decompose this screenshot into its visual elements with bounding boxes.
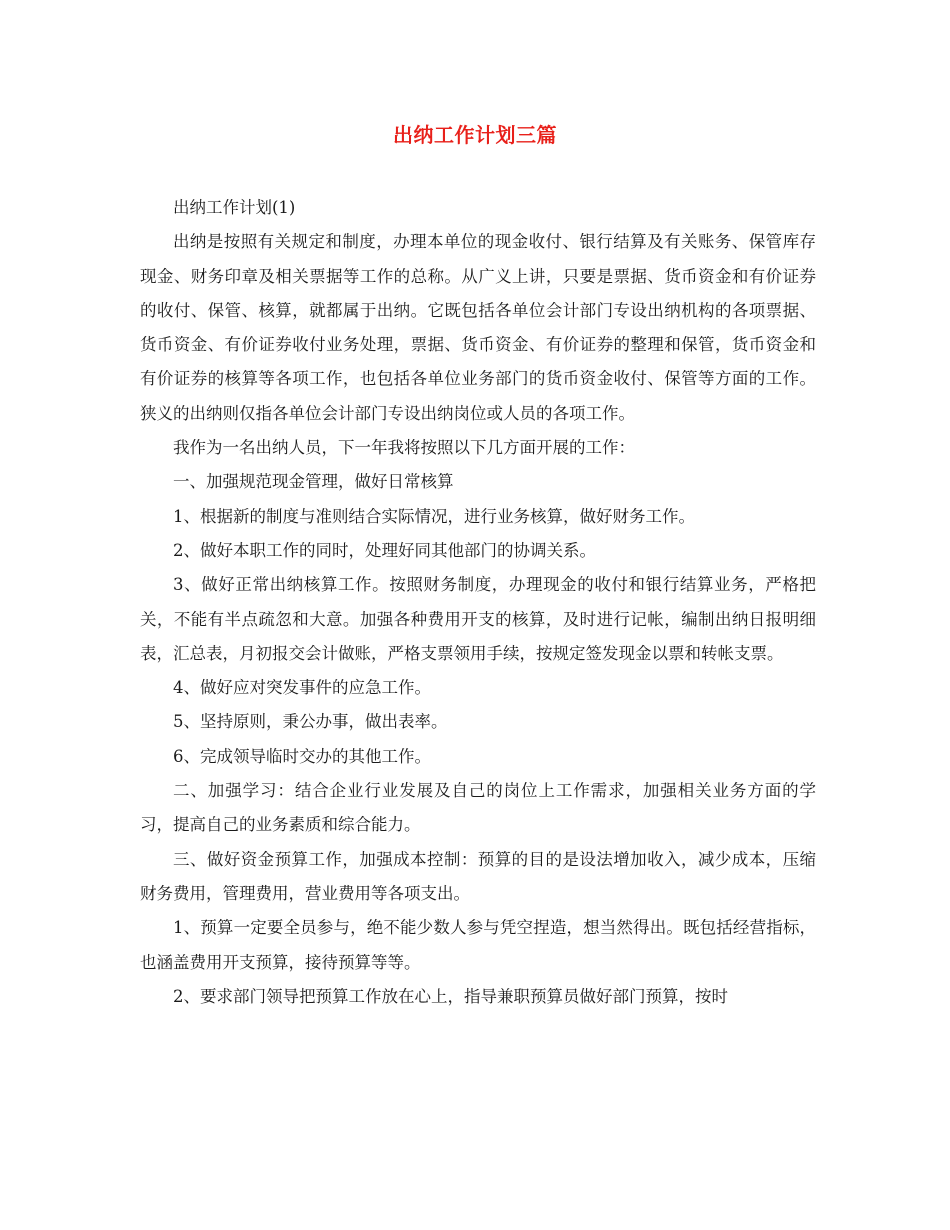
paragraph: 一、加强规范现金管理，做好日常核算 [173, 472, 454, 492]
paragraph: 1、根据新的制度与准则结合实际情况，进行业务核算，做好财务工作。 [173, 506, 695, 526]
paragraph: 3、做好正常出纳核算工作。按照财务制度，办理现金的收付和银行结算业务，严格把关，不能有半点疏忽和大意。加强各种费用开支的核算，及时进行记帐，编制出纳日报明细表，汇总表，月初报交会计做账，严格支票领用手续，按规定签发现金以票和转帐支票。 [140, 575, 816, 663]
paragraph: 我作为一名出纳人员，下一年我将按照以下几方面开展的工作： [173, 438, 635, 458]
paragraph: 2、做好本职工作的同时，处理好同其他部门的协调关系。 [173, 540, 596, 560]
paragraph: 1、预算一定要全员参与，绝不能少数人参与凭空捏造，想当然得出。既包括经营指标，也涵盖费用开支预算，接待预算等等。 [140, 918, 816, 972]
paragraph: 二、加强学习：结合企业行业发展及自己的岗位上工作需求，加强相关业务方面的学习，提高自己的业务素质和综合能力。 [140, 781, 816, 835]
section-heading: 出纳工作计划(1) [173, 198, 296, 217]
document-title: 出纳工作计划三篇 [393, 123, 557, 147]
paragraph: 6、完成领导临时交办的其他工作。 [173, 746, 431, 766]
paragraph: 5、坚持原则，秉公办事，做出表率。 [173, 712, 448, 732]
paragraph: 三、做好资金预算工作，加强成本控制：预算的目的是设法增加收入，减少成本，压缩财务费用，管理费用，营业费用等各项支出。 [140, 849, 816, 903]
paragraph: 2、要求部门领导把预算工作放在心上，指导兼职预算员做好部门预算，按时 [173, 986, 728, 1006]
paragraph: 出纳是按照有关规定和制度，办理本单位的现金收付、银行结算及有关账务、保管库存现金、财务印章及相关票据等工作的总称。从广义上讲，只要是票据、货币资金和有价证券的收付、保管、核算，就都属于出纳。它既包括各单位会计部门专设出纳机构的各项票据、货币资金、有价证券收付业务处理，票据、货币资金、有价证券的整理和保管，货币资金和有价证券的核算等各项工作，也包括各单位业务部门的货币资金收付、保管等方面的工作。狭义的出纳则仅指各单位会计部门专设出纳岗位或人员的各项工作。 [140, 232, 816, 423]
paragraph: 4、做好应对突发事件的应急工作。 [173, 678, 431, 698]
document-body [140, 191, 816, 1014]
